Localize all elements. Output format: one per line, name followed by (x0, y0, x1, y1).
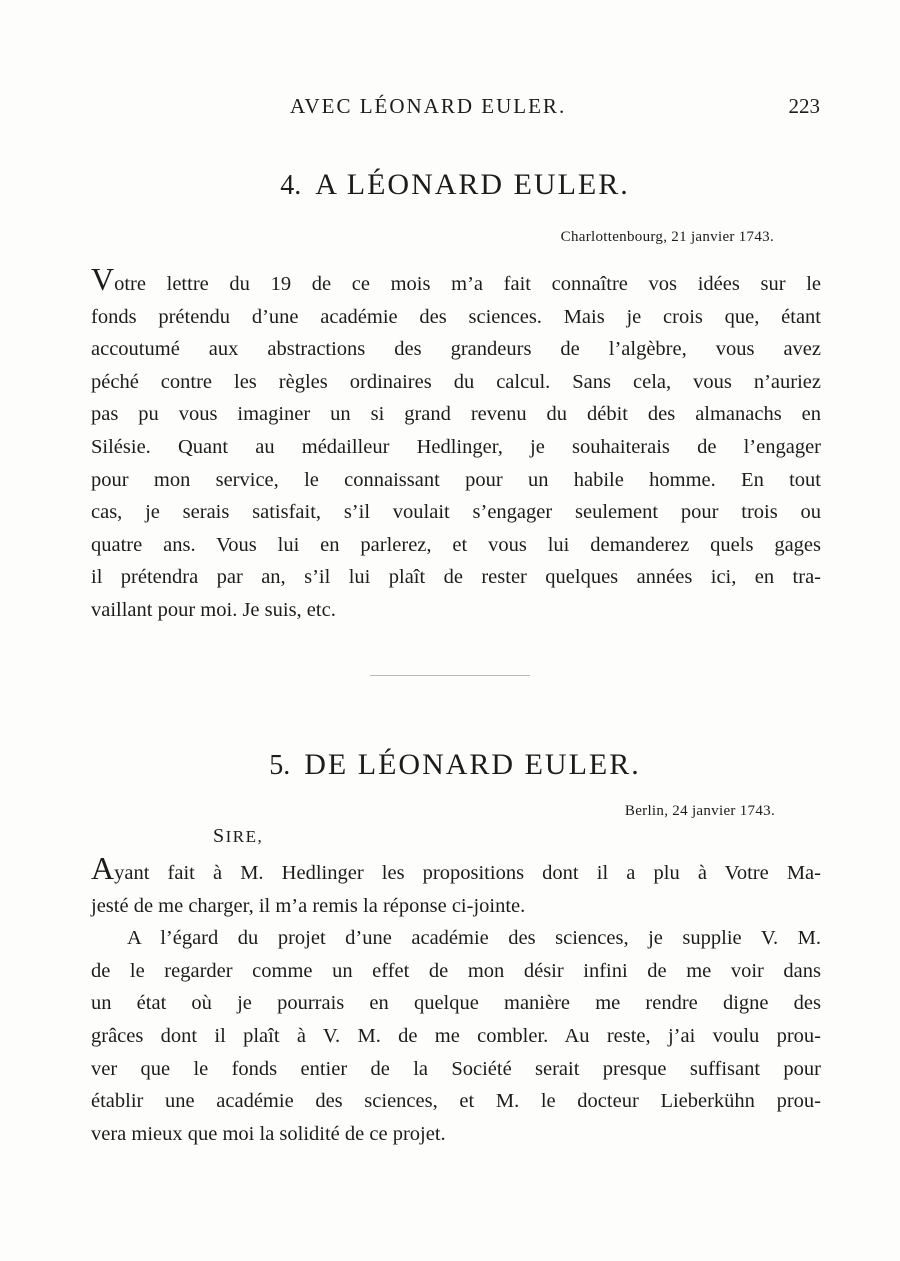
letter-4-heading (90, 168, 820, 202)
letter-5-heading (90, 748, 820, 782)
drop-cap: A (91, 850, 115, 886)
letter-5-dateline: Berlin, 24 janvier 1743. (624, 803, 775, 819)
letter-4-body (91, 261, 821, 627)
page-number: 223 (788, 94, 820, 118)
section-divider (370, 675, 530, 676)
salutation: SIRE, (213, 825, 264, 847)
body-line: ver que le fonds entier de la Société serait presque suffisant pour (91, 1057, 821, 1080)
letter-5-title: DE LÉONARD EULER. (304, 748, 641, 781)
body-line: grâces dont il plaît à V. M. de me combler. Au reste, j’ai voulu prou- (91, 1024, 821, 1047)
letter-5-number: 5. (269, 750, 291, 781)
letter-4-dateline: Charlottenbourg, 21 janvier 1743. (560, 229, 774, 245)
body-line: accoutumé aux abstractions des grandeurs de l’algèbre, vous avez (91, 338, 821, 361)
body-line: cas, je serais satisfait, s’il voulait s’engager seulement pour trois ou (91, 501, 821, 524)
body-line: A l’égard du projet d’une académie des sciences, je supplie V. M. (127, 927, 821, 950)
body-line: vera mieux que moi la solidité de ce projet. (91, 1122, 446, 1145)
body-line: pas pu vous imaginer un si grand revenu du débit des almanachs en (91, 403, 821, 426)
body-line: Silésie. Quant au médailleur Hedlinger, je souhaiterais de l’engager (91, 435, 821, 458)
body-line: de le regarder comme un effet de mon désir infini de me voir dans (91, 959, 821, 982)
body-line: un état où je pourrais en quelque manière me rendre digne des (91, 992, 821, 1015)
body-line: quatre ans. Vous lui en parlerez, et vous lui demanderez quels gages (91, 533, 821, 556)
body-line: péché contre les règles ordinaires du calcul. Sans cela, vous n’auriez (91, 370, 821, 393)
body-line: vaillant pour moi. Je suis, etc. (91, 598, 336, 621)
body-line: Votre lettre du 19 de ce mois m’a fait connaître vos idées sur le (91, 261, 821, 297)
letter-5-body (91, 850, 821, 1150)
letter-4-number: 4. (280, 170, 302, 201)
running-head-title: AVEC LÉONARD EULER. (290, 94, 567, 118)
body-line: Ayant fait à M. Hedlinger les propositions dont il a plu à Votre Ma- (91, 850, 821, 886)
body-line: il prétendra par an, s’il lui plaît de rester quelques années ici, en tra- (91, 566, 821, 589)
letter-4-title: A LÉONARD EULER. (315, 168, 630, 201)
body-line: jesté de me charger, il m’a remis la réponse ci-jointe. (91, 894, 526, 917)
body-line: pour mon service, le connaissant pour un habile homme. En tout (91, 468, 821, 491)
body-line: établir une académie des sciences, et M. le docteur Lieberkühn prou- (91, 1090, 821, 1113)
drop-cap: V (91, 261, 115, 297)
body-line: fonds prétendu d’une académie des sciences. Mais je crois que, étant (91, 305, 821, 328)
